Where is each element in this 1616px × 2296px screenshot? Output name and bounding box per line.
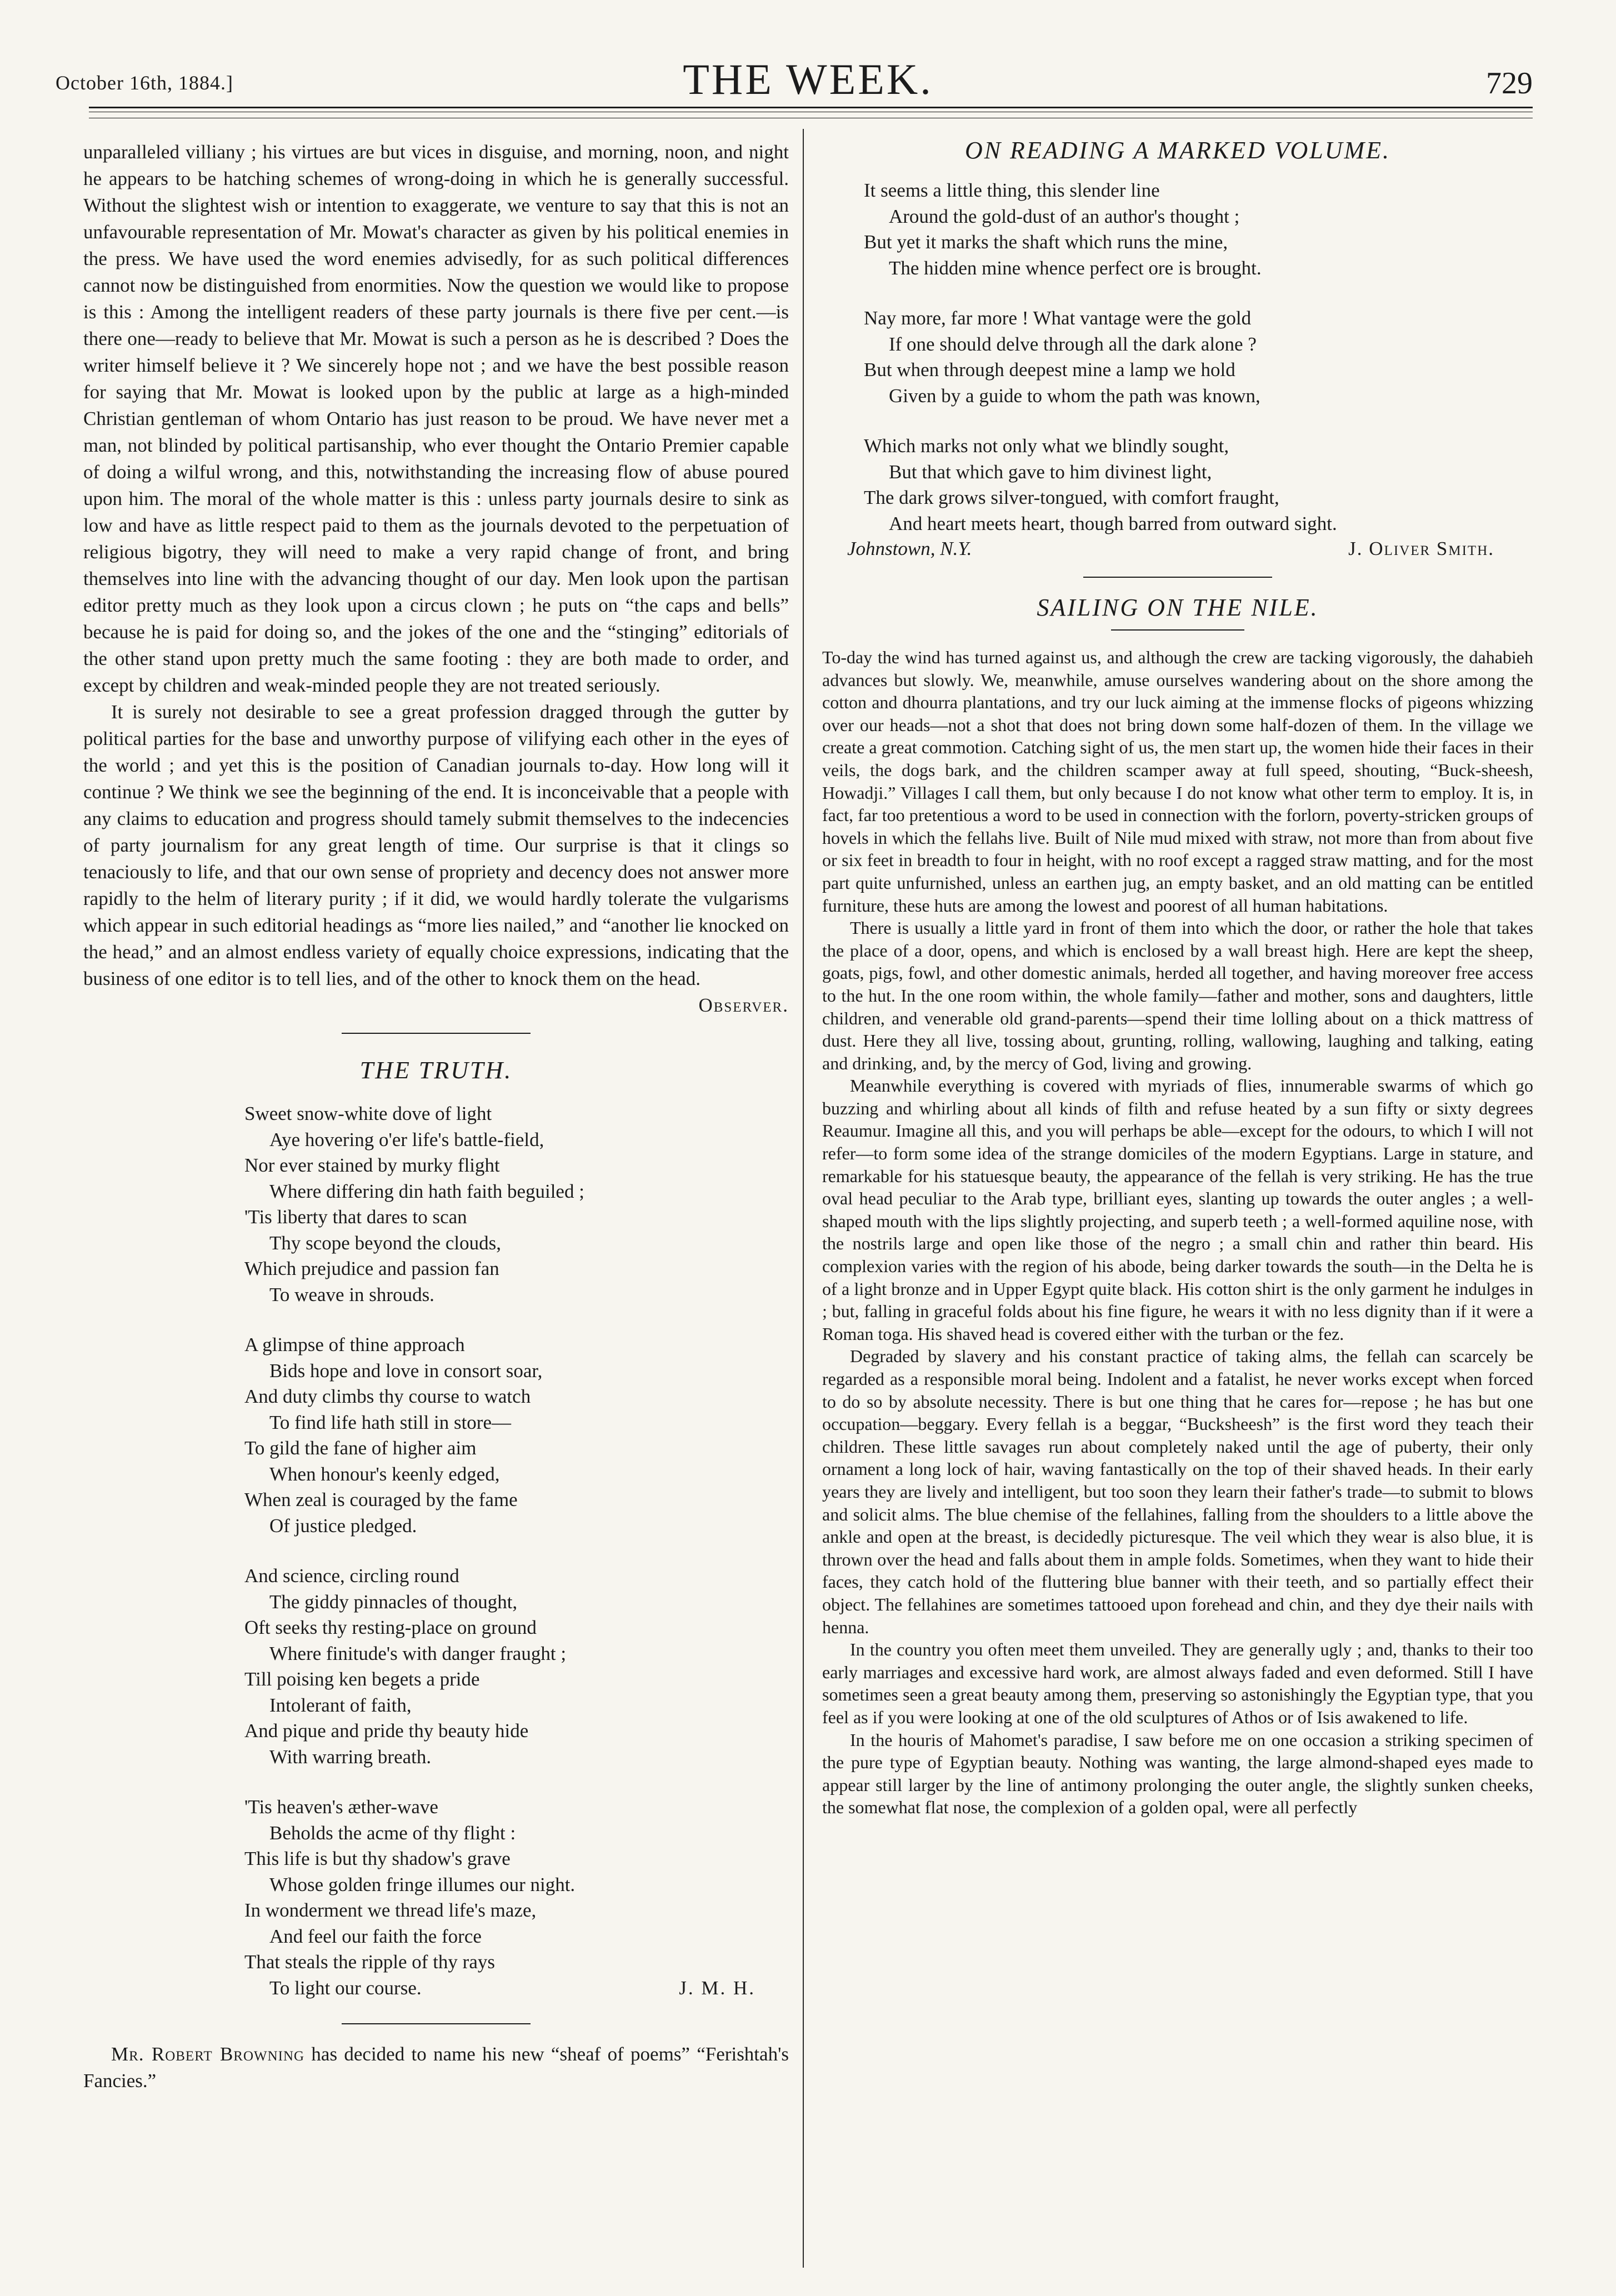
- page-number: 729: [1486, 66, 1533, 101]
- volume-poem-title: ON READING A MARKED VOLUME.: [964, 137, 1391, 164]
- poem-line: Given by a guide to whom the path was known,: [889, 384, 1260, 407]
- poem-line: Nay more, far more ! What vantage were the gold: [864, 307, 1252, 329]
- poem-line: To light our course.: [269, 1977, 422, 1999]
- poem-line: If one should delve through all the dark alone ?: [889, 333, 1257, 355]
- poem-line: Where finitude's with danger fraught ;: [269, 1642, 567, 1664]
- poem-line: When zeal is couraged by the fame: [244, 1489, 518, 1510]
- note-name: Mr. Robert Browning: [111, 2043, 305, 2065]
- poem-line: And heart meets heart, though barred from outward sight.: [889, 512, 1337, 534]
- poem-line: Around the gold-dust of an author's thought ;: [889, 205, 1240, 227]
- masthead-title: THE WEEK.: [683, 55, 933, 103]
- poem-line: Thy scope beyond the clouds,: [269, 1232, 501, 1254]
- poem-line: A glimpse of thine approach: [244, 1334, 465, 1355]
- poem-line: To find life hath still in store—: [269, 1411, 511, 1433]
- poem-line: And science, circling round: [244, 1565, 459, 1587]
- page-header: [0, 0, 1616, 128]
- article-signature: Observer.: [698, 994, 789, 1016]
- poem-line: But yet it marks the shaft which runs the mine,: [864, 231, 1228, 253]
- poem-line: Of justice pledged.: [269, 1514, 417, 1537]
- poem-line: The dark grows silver-tongued, with comfort fraught,: [864, 487, 1279, 508]
- poem-line: This life is but thy shadow's grave: [244, 1848, 511, 1869]
- article-paragraph: Meanwhile everything is covered with myriads of flies, innumerable swarms of which go buzzing and whirling about all kinds of filth and refuse heated by a sun fifty or sixty degrees Reaumur. Imagine all this, and you will perhaps be able—except for the odours, to which I will not refer—to form some idea of the strange domiciles of the modern Egyptians. Large in stature, and remarkable for his statuesque beauty, the appearance of the fellah is very striking. He has the true oval head peculiar to the Arab type, brilliant eyes, slanting up towards the outer angles ; a well-shaped mouth with the lips slightly projecting, and superb teeth ; a well-formed aquiline nose, with the nostrils large and open like those of the negro ; a small chin and rather thin beard. His complexion varies with the region of his abode, being darker towards the south—in the Delta he is of a light bronze and in Upper Egypt quite black. His cotton shirt is the only garment he indulges in ; but, falling in graceful folds about his fine figure, he wears it with no less dignity than if it were a Roman toga. His shaved head is covered either with the turban or the fez.: [822, 1076, 1533, 1344]
- article-paragraph: Degraded by slavery and his constant practice of taking alms, the fellah can scarcely be regarded as a responsible moral being. Indolent and a fatalist, he never works except when forced to do so by absolute necessity. There is but one thing that he cares for—repose ; he has but one occupation—beggary. Every fellah is a beggar, “Bucksheesh” is the first word they teach their children. These little savages run about completely naked until the age of puberty, their only ornament a long lock of hair, waving fantastically on the top of their shaved heads. In their early years they are lively and intelligent, but too soon they learn their father's trade—to submit to blows and solicit alms. The blue chemise of the fellahines, falling from the shoulders to a little above the ankle and open at the breast, is decidedly picturesque. The veil which they wear is also blue, it is thrown over the head and falls about them in ample folds. Sometimes, when they want to hide their faces, they catch hold of the fluttering blue banner with their teeth, and so partially effect their object. The fellahines are sometimes tattooed upon forehead and chin, and they dye their nails with henna.: [822, 1346, 1533, 1637]
- article-paragraph: In the country you often meet them unveiled. They are generally ugly ; and, thanks to their too early marriages and excessive hard work, are almost always faded and even deformed. Still I have sometimes seen a great beauty among them, preserving so astonishingly the Egyptian type, that you feel as if you were looking at one of the old sculptures of Athos or of Isis awakened to life.: [822, 1639, 1533, 1727]
- section-rule: [342, 1033, 531, 1034]
- volume-poem-signature: [822, 538, 1533, 566]
- poem-line: To weave in shrouds.: [269, 1283, 434, 1305]
- poem-line: Till poising ken begets a pride: [244, 1668, 480, 1690]
- nile-article: [822, 646, 1533, 1819]
- header-rule-thick: [89, 107, 1533, 108]
- poem-line: Which prejudice and passion fan: [244, 1258, 499, 1279]
- poem-line: And pique and pride thy beauty hide: [244, 1720, 529, 1742]
- poem-line: Bids hope and love in consort soar,: [269, 1359, 543, 1382]
- poem-stanza: [864, 178, 1533, 281]
- note-text: has decided to name his new “sheaf of poems” “Ferishtah's Fancies.”: [83, 2043, 789, 2092]
- poem-line: The hidden mine whence perfect ore is brought.: [889, 257, 1262, 279]
- article-paragraph: To-day the wind has turned against us, and although the crew are tacking vigorously, the dahabieh advances but slowly. We, meanwhile, amuse ourselves wandering about on the shore among the cotton and dhourra plantations, and try our luck aiming at the immense flocks of pigeons whizzing over our heads—not a shot that does not bring down some half-dozen of them. In the village we create a great commotion. Catching sight of us, the men start up, the women hide their faces in their veils, the dogs bark, and the children scamper away at full speed, shouting, “Buck-sheesh, Howadji.” Villages I call them, but only because I do not know what other term to employ. It is, in fact, far too pretentious a word to be used in connection with the forlorn, poverty-stricken groups of hovels in which the fellahs live. Built of Nile mud mixed with straw, not more than from about five or six feet in breadth to four in height, with no roof except a ragged straw matting, and for the most part quite unfurnished, unless an earthen jug, an empty basket, and an old matting can be entitled furniture, these huts are among the lowest and poorest of all human habitations.: [822, 647, 1533, 916]
- section-rule: [342, 2023, 531, 2024]
- poem-signature: J. M. H.: [679, 1977, 756, 1999]
- poem-line: In wonderment we thread life's maze,: [244, 1899, 537, 1921]
- signature-place: Johnstown, N.Y.: [847, 538, 972, 559]
- poem-line: Where differing din hath faith beguiled ;: [269, 1180, 584, 1202]
- editorial-article: [83, 139, 789, 1019]
- volume-poem: [864, 178, 1533, 537]
- signature-author: J. Oliver Smith.: [1348, 538, 1494, 559]
- truth-poem-title: THE TRUTH.: [359, 1057, 513, 1084]
- truth-poem: [244, 1101, 756, 2001]
- poem-line: Which marks not only what we blindly sought,: [864, 435, 1229, 457]
- poem-line: But that which gave to him divinest light,: [889, 461, 1212, 483]
- poem-stanza: [864, 433, 1533, 537]
- poem-stanza: [864, 306, 1533, 409]
- poem-line: Intolerant of faith,: [269, 1694, 412, 1716]
- poem-line: 'Tis heaven's æther-wave: [244, 1796, 438, 1818]
- article-paragraph: There is usually a little yard in front of them into which the door, or rather the hole that takes the place of a door, opens, and which is enclosed by a wall breast high. Here are kept the sheep, goats, pigs, fowl, and other domestic animals, herded all together, and having moreover free access to the hut. In the one room within, the whole family—father and mother, sons and daughters, little children, and venerable old grand-parents—spend their time lolling about on a thick mattress of dust. Here they all live, tossing about, grunting, rolling, wallowing, laughing and talking, eating and drinking, and, by the mercy of God, living and growing.: [822, 918, 1533, 1073]
- poem-line: To gild the fane of higher aim: [244, 1437, 477, 1459]
- poem-line: Sweet snow-white dove of light: [244, 1103, 492, 1124]
- poem-line: That steals the ripple of thy rays: [244, 1951, 495, 1973]
- poem-line: It seems a little thing, this slender line: [864, 179, 1160, 201]
- right-column: [822, 131, 1533, 1819]
- poem-line: And duty climbs thy course to watch: [244, 1385, 531, 1407]
- section-rule: [1083, 577, 1272, 578]
- poem-line: And feel our faith the force: [269, 1925, 482, 1947]
- poem-stanza: [244, 1332, 756, 1539]
- poem-line: The giddy pinnacles of thought,: [269, 1590, 518, 1613]
- poem-stanza: [244, 1563, 756, 1770]
- poem-line: With warring breath.: [269, 1745, 432, 1768]
- poem-line: 'Tis liberty that dares to scan: [244, 1206, 467, 1228]
- poem-line: When honour's keenly edged,: [269, 1463, 500, 1485]
- section-rule: [1111, 629, 1244, 631]
- article-paragraph: In the houris of Mahomet's paradise, I saw before me on one occasion a striking specimen of the pure type of Egyptian beauty. Nothing was wanting, the large almond-shaped eyes made to appear still larger by the line of antimony prolonging the outer angle, the slightly sunken cheeks, the somewhat flat nose, the complexion of a golden opal, were all perfectly: [822, 1729, 1533, 1818]
- issue-date: October 16th, 1884.]: [56, 72, 233, 94]
- poem-line: But when through deepest mine a lamp we hold: [864, 359, 1235, 381]
- poem-stanza: [244, 1794, 756, 2001]
- poem-line: Oft seeks thy resting-place on ground: [244, 1617, 537, 1638]
- poem-stanza: [244, 1101, 756, 1308]
- poem-line: Beholds the acme of thy flight :: [269, 1822, 516, 1844]
- poem-line: Aye hovering o'er life's battle-field,: [269, 1128, 544, 1150]
- column-divider: [803, 129, 804, 2268]
- nile-article-title: SAILING ON THE NILE.: [1037, 594, 1319, 621]
- poem-line: Whose golden fringe illumes our night.: [269, 1873, 576, 1895]
- browning-note: [83, 2041, 789, 2094]
- article-paragraph: It is surely not desirable to see a great profession dragged through the gutter by political parties for the base and unworthy purpose of vilifying each other in the eyes of the world ; and yet this is the position of Canadian journals to-day. How long will it continue ? We think we see the beginning of the end. It is inconceivable that a people with any claims to education and progress should tamely submit themselves to the indecencies of party journalism for any great length of time. Our surprise is that it clings so tenaciously to life, and that our own sense of propriety and decency does not answer more rapidly to the helm of literary purity ; if it did, we would hardly tolerate the vulgarisms which appear in such editorial headings as “more lies nailed,” and “another lie knocked on the head,” and an almost endless variety of equally choice expressions, indicating that the business of one editor is to tell lies, and of the other to knock them on the head.: [83, 701, 789, 989]
- article-paragraph: unparalleled villiany ; his virtues are but vices in disguise, and morning, noon, and night he appears to be hatching schemes of wrong-doing in which he is generally successful. Without the slightest wish or intention to exaggerate, we venture to say that this is not an unfavourable representation of Mr. Mowat's character as given by his political enemies in the press. We have used the word enemies advisedly, for as such political differences cannot now be distinguished from enormities. Now the question we would like to propose is this : Among the intelligent readers of these party journals is there five per cent.—is there one—ready to believe that Mr. Mowat is such a person as he is described ? Does the writer himself believe it ? We sincerely hope not ; and we have the best possible reason for saying that Mr. Mowat is looked upon by the public at large as a high-minded Christian gentleman of whom Ontario has just reason to be proud. We have never met a man, not blinded by political partisanship, who ever thought the Ontario Premier capable of doing a wilful wrong, and this, notwithstanding the increasing flow of abuse poured upon him. The moral of the whole matter is this : unless party journals desire to sink as low and have as little respect paid to them as the journals devoted to the perpetuation of religious bigotry, they will need to make a very rapid change of front, and bring themselves into line with the advancing thought of our day. Men look upon the partisan editor pretty much as they look upon a circus clown ; he puts on “the caps and bells” because he is paid for doing so, and the jokes of the one and the “stinging” editorials of the other stand upon pretty much the same footing : they are both made to order, and except by children and weak-minded people they are not treated seriously.: [83, 141, 789, 696]
- left-column: [83, 139, 789, 2094]
- poem-line: Nor ever stained by murky flight: [244, 1154, 500, 1176]
